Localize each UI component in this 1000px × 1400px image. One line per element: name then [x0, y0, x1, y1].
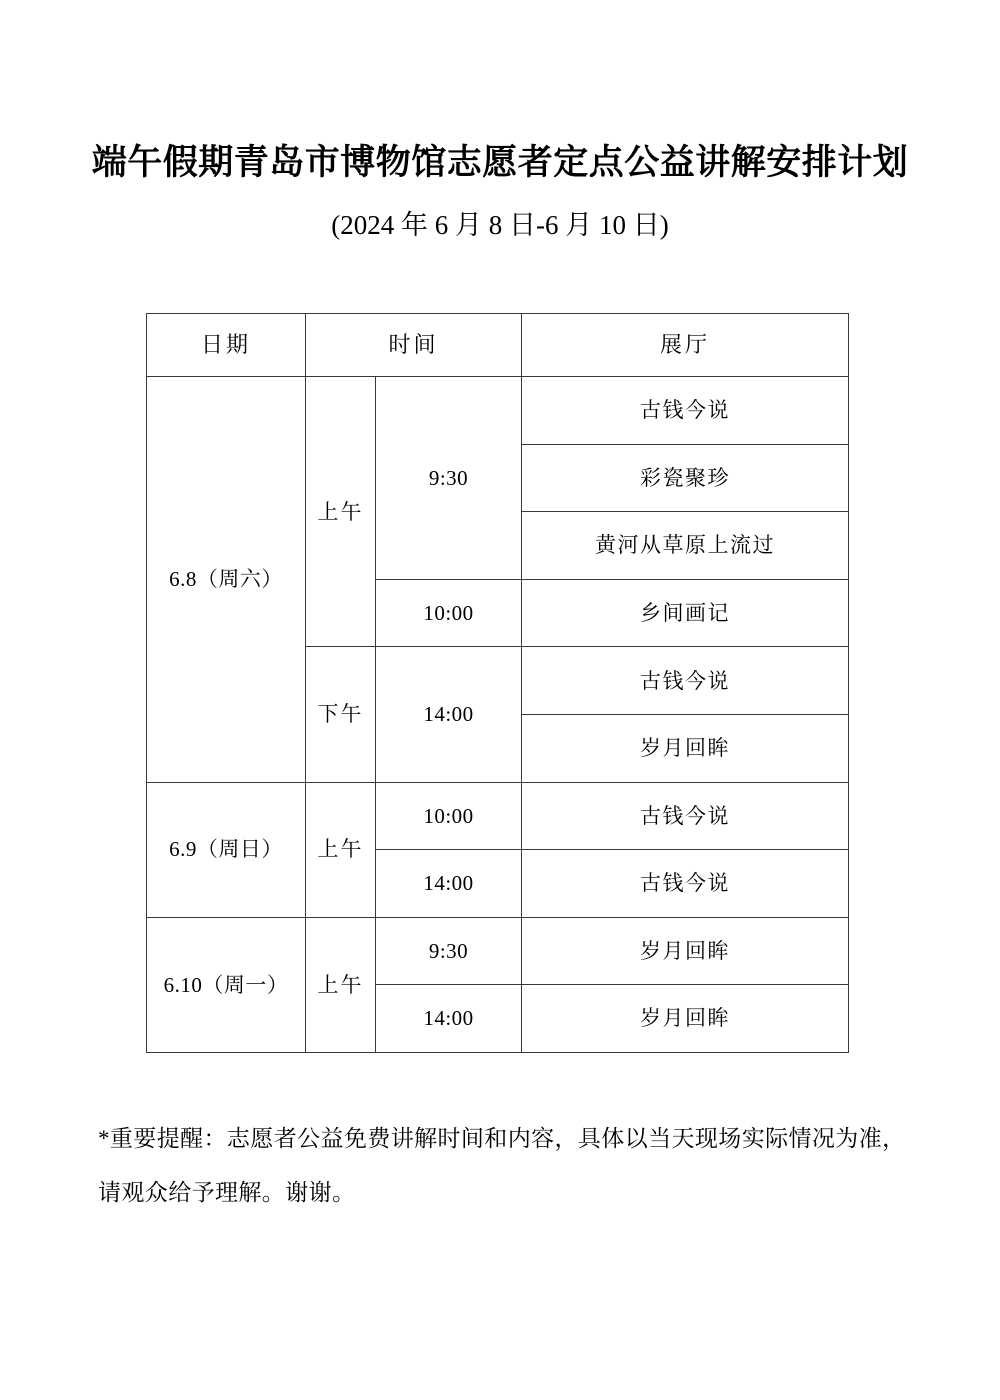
table-row: [147, 782, 849, 850]
cell-hall: 古钱今说: [522, 850, 849, 918]
table-row: [147, 377, 849, 445]
cell-time: 10:00: [376, 579, 522, 647]
cell-hall: 古钱今说: [522, 377, 849, 445]
table-head: [147, 314, 849, 377]
cell-date: 6.8（周六）: [147, 377, 306, 783]
cell-hall: 黄河从草原上流过: [522, 512, 849, 580]
cell-hall: 古钱今说: [522, 782, 849, 850]
cell-hall: 岁月回眸: [522, 917, 849, 985]
cell-time: 10:00: [376, 782, 522, 850]
cell-time: 14:00: [376, 850, 522, 918]
table-header-row: [147, 314, 849, 377]
cell-period: 上午: [306, 782, 376, 917]
table-body: [147, 377, 849, 1053]
cell-period: 下午: [306, 647, 376, 782]
cell-time: 9:30: [376, 377, 522, 580]
cell-time: 14:00: [376, 647, 522, 782]
page-subtitle: (2024 年 6 月 8 日-6 月 10 日): [331, 210, 669, 240]
cell-period: 上午: [306, 917, 376, 1052]
cell-hall: 岁月回眸: [522, 985, 849, 1053]
column-header-time: 时间: [306, 314, 522, 377]
cell-hall: 古钱今说: [522, 647, 849, 715]
table-row: [147, 917, 849, 985]
schedule-table-container: [146, 313, 848, 1053]
column-header-date: 日期: [147, 314, 306, 377]
cell-period: 上午: [306, 377, 376, 647]
important-note: *重要提醒：志愿者公益免费讲解时间和内容，具体以当天现场实际情况为准，请观众给予理解。谢谢。: [98, 1126, 906, 1205]
schedule-table: [146, 313, 849, 1053]
cell-hall: 岁月回眸: [522, 714, 849, 782]
cell-time: 9:30: [376, 917, 522, 985]
page-title: 端午假期青岛市博物馆志愿者定点公益讲解安排计划: [91, 143, 909, 182]
cell-hall: 乡间画记: [522, 579, 849, 647]
column-header-hall: 展厅: [522, 314, 849, 377]
cell-time: 14:00: [376, 985, 522, 1053]
cell-hall: 彩瓷聚珍: [522, 444, 849, 512]
cell-date: 6.10（周一）: [147, 917, 306, 1052]
cell-date: 6.9（周日）: [147, 782, 306, 917]
